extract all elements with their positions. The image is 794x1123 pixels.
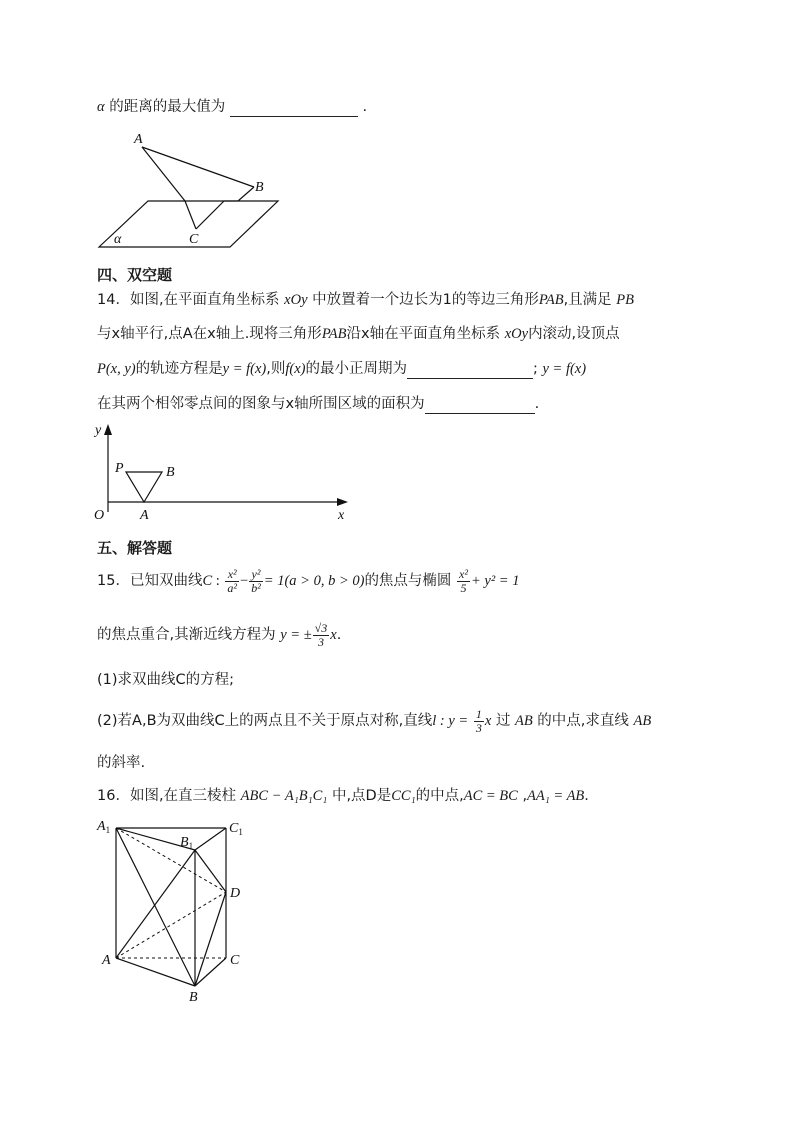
segment-AD-hidden — [116, 892, 226, 958]
answer-blank-2[interactable] — [425, 397, 535, 414]
y-axis-arrow — [104, 424, 112, 435]
label-P: P — [115, 461, 124, 476]
section-title-4: 四、双空题 — [97, 266, 173, 284]
figure-prism — [90, 812, 260, 1007]
segment-AB1 — [116, 850, 195, 958]
label-C1: $C_1$ — [229, 821, 243, 837]
label-A1: $A_1$ — [97, 819, 111, 835]
q13-text: 的距离的最大值为 — [109, 99, 226, 115]
frac-x2-5: $\frac{\text{x²}}{5}$ — [459, 566, 468, 595]
figure-plane-triangle — [90, 125, 300, 255]
figure-coordinate-triangle — [90, 420, 360, 525]
frac-x2-a2: $\frac{\text{x²}}{\text{a²}}$ — [227, 566, 237, 595]
q15-part3: 的斜率. — [97, 755, 146, 771]
label-B: B — [166, 465, 175, 480]
label-A: A — [134, 132, 143, 147]
x-axis-arrow — [337, 498, 348, 506]
label-B: B — [255, 180, 264, 195]
segment-B1D — [195, 850, 226, 892]
q14-line1: 14．如图,在平面直角坐标系 xOy 中放置着一个边长为1的等边三角形PAB,且满足 PB — [97, 292, 634, 308]
answer-blank[interactable] — [230, 100, 358, 117]
section-title-5: 五、解答题 — [97, 539, 173, 557]
frac-sqrt3-3: $\frac{√3}{3}$ — [314, 620, 328, 649]
label-O: O — [94, 508, 105, 523]
q14-line4: 在其两个相邻零点间的图象与x轴所围区域的面积为 . — [97, 396, 540, 412]
label-B: B — [189, 990, 198, 1005]
label-A: A — [102, 953, 111, 968]
label-y: y — [95, 423, 102, 438]
alpha-symbol: α — [97, 99, 105, 115]
q15-line1: 15．已知双曲线C : $\frac{\text{x²}}{\text{a²}}$ − $\frac{\text{y²}}{\text{b²}}$ = 1(a > 0, b > 0)的焦点与椭圆 $\frac{\text{x²}}{5}$ + y² = 1 — [97, 566, 520, 595]
q13-tail-line: α 的距离的最大值为 . — [97, 99, 368, 115]
label-C: C — [189, 232, 199, 247]
triangle-PAB — [126, 472, 162, 502]
edge-AC-lower — [185, 201, 196, 229]
label-A: A — [140, 508, 149, 523]
q15-part2: (2)若A,B为双曲线C上的两点且不关于原点对称,直线l : y = $\frac{1}{3}$ x 过 AB 的中点,求直线 AB — [97, 706, 652, 735]
q16-line1: 16．如图,在直三棱柱 ABC − A₁B₁C₁ 中,点D是CC₁的中点,AC = BC ,AA₁ = AB. — [97, 788, 589, 804]
q15-part1: (1)求双曲线C的方程; — [97, 672, 235, 688]
edge-B1C1 — [195, 828, 226, 850]
frac-y2-b2: $\frac{\text{y²}}{\text{b²}}$ — [251, 566, 261, 595]
label-alpha: α — [114, 232, 122, 247]
q15-line2: 的焦点重合,其渐近线方程为 y = ± $\frac{√3}{3}$ x. — [97, 620, 342, 649]
q14-line3: P(x, y)的轨迹方程是y = f(x),则f(x)的最小正周期为 ; y = f(x) — [97, 361, 587, 377]
edge-BC-lower — [196, 201, 224, 229]
edge-BC-upper — [238, 187, 254, 201]
answer-blank-1[interactable] — [407, 362, 533, 379]
q14-line2: 与x轴平行,点A在x轴上.现将三角形PAB沿x轴在平面直角坐标系 xOy内滚动,设顶点 — [97, 326, 620, 342]
label-x: x — [338, 508, 345, 523]
edge-AB — [142, 147, 254, 187]
label-C: C — [230, 953, 240, 968]
label-D: D — [230, 886, 241, 901]
frac-1-3: $\frac{1}{3}$ — [475, 706, 482, 735]
label-B1: $B_1$ — [180, 835, 194, 851]
